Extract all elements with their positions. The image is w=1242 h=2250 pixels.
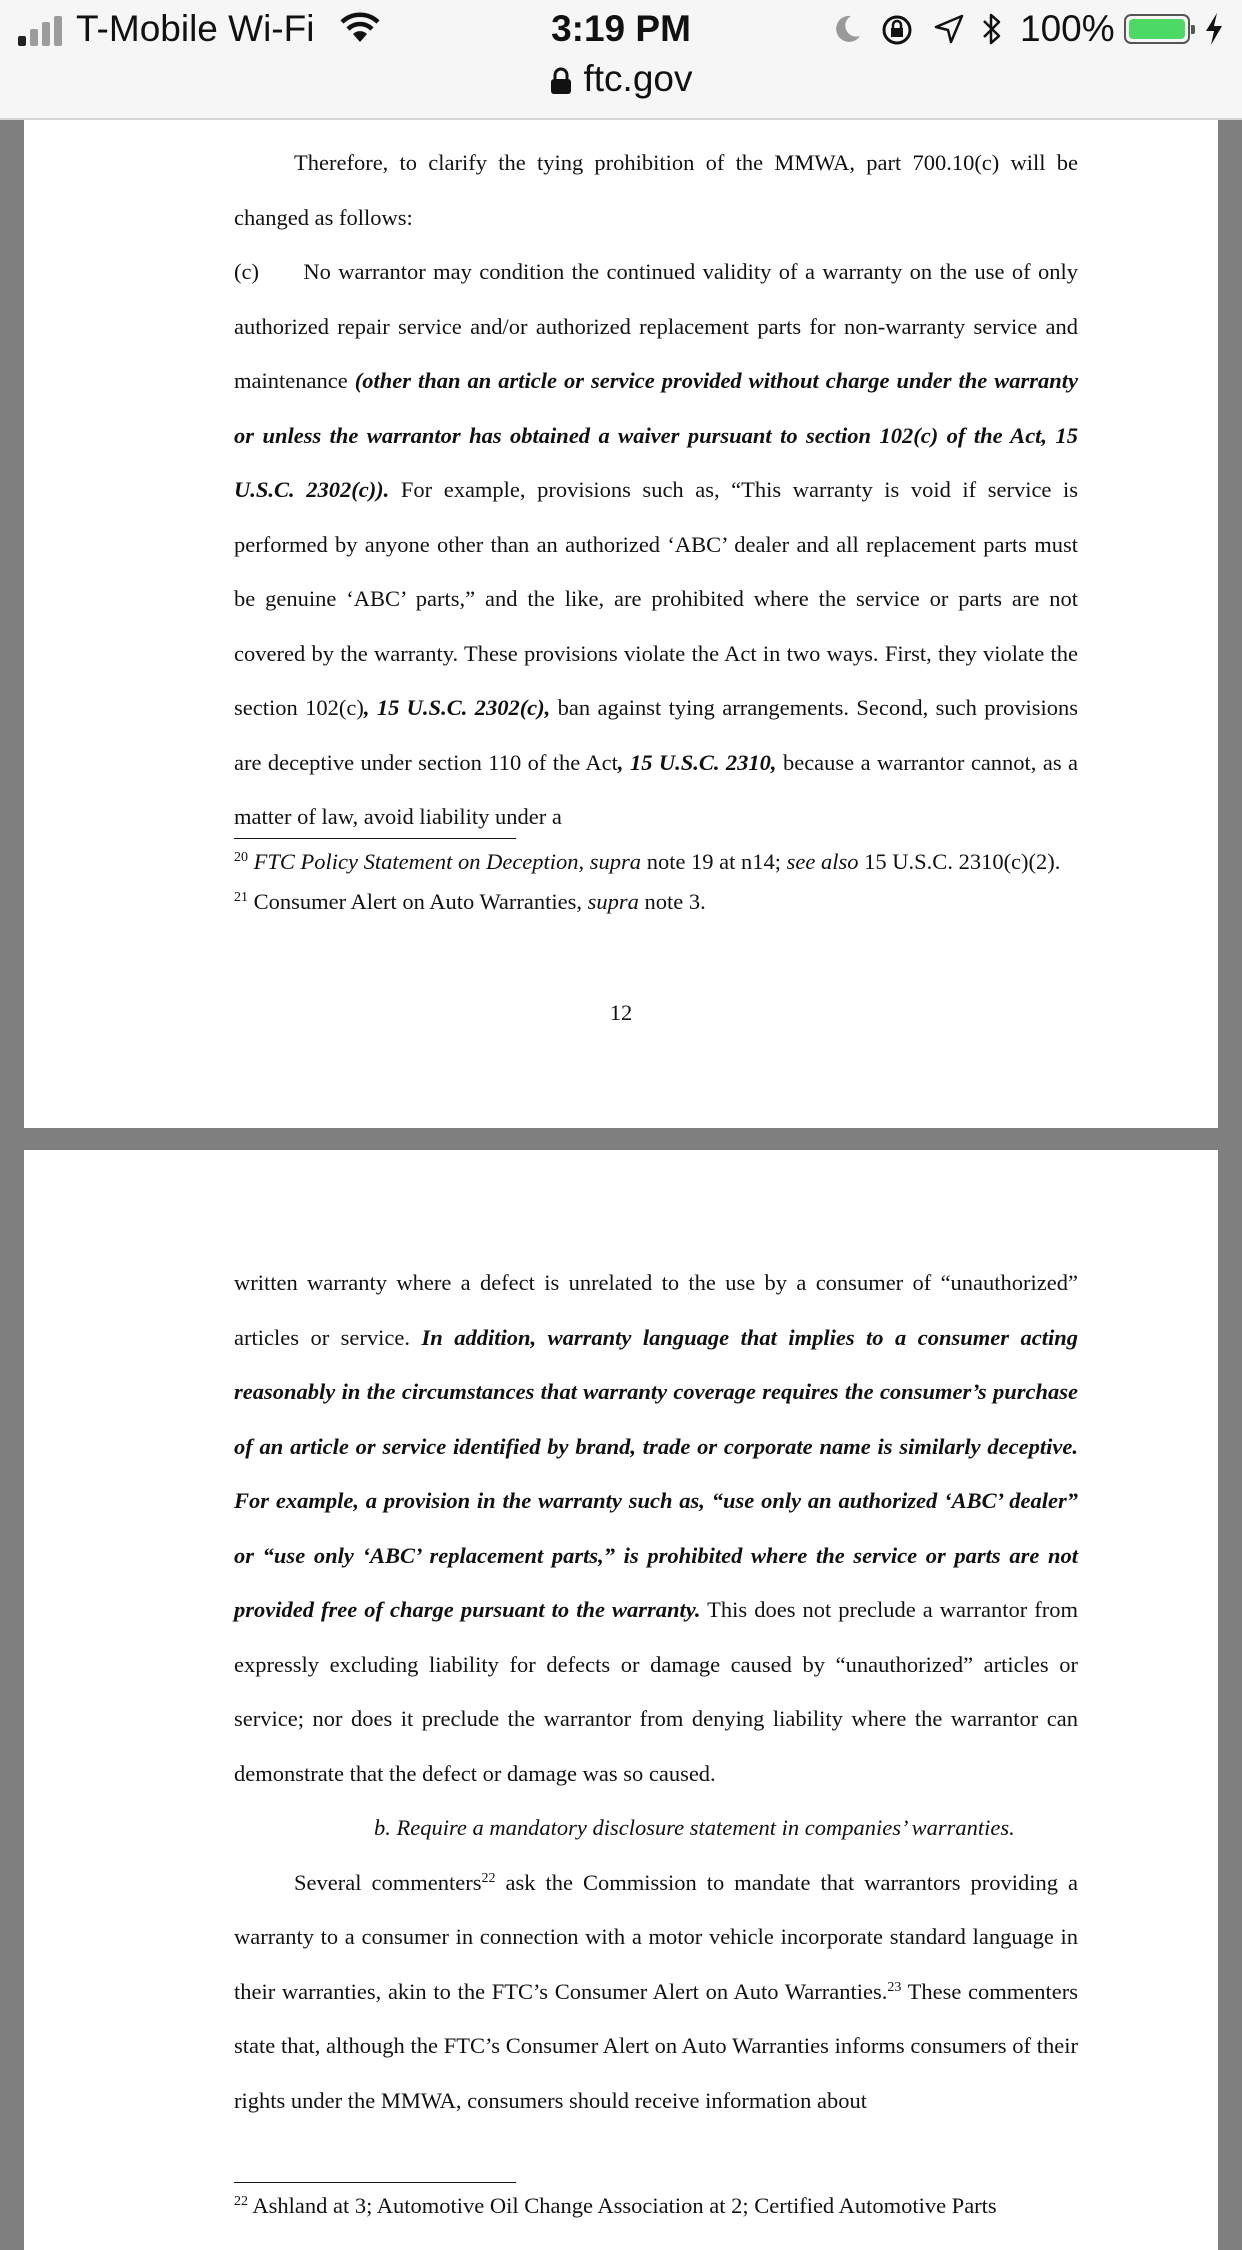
bold-italic-run: (other than an article or service provided without charge under the warranty or unless the warrantor has obtained a waiver pursuant to section 102(c) of the Act, 15 U.S.C. 2302(c)). bbox=[234, 368, 1079, 502]
page1-body bbox=[234, 136, 1078, 845]
battery-percent: 100% bbox=[1020, 8, 1115, 49]
text-run: note 3. bbox=[638, 889, 706, 914]
page2-body bbox=[234, 1256, 1078, 2128]
location-arrow-icon bbox=[934, 14, 964, 44]
text-run: Several commenters bbox=[294, 1869, 482, 1895]
battery-icon bbox=[1124, 14, 1190, 44]
bold-italic-run: In addition, warranty language that implies to a consumer acting reasonably in the circumstances that warranty coverage requires the consumer’s purchase of an article or service identified by brand, trade or corporate name is similarly deceptive. For example, a provision in the warranty such as, “use only an authorized ‘ABC’ dealer” or “use only ‘ABC’ replacement parts,” is prohibited where the service or parts are not provided free of charge pursuant to the warranty. bbox=[234, 1324, 1079, 1622]
text-run: No warrantor may condition the continued validity of a warranty on the use of only authorized repair service and/or authorized replacement parts for non-warranty service and maintenance bbox=[234, 259, 1078, 393]
footnote-number: 22 bbox=[234, 2194, 248, 2209]
bluetooth-icon bbox=[980, 12, 1004, 46]
charging-bolt-icon bbox=[1204, 12, 1224, 46]
text-run: These commenters state that, although the FTC’s Consumer Alert on Auto Warranties informs consumers of their rights under the MMWA, consumers should receive information about bbox=[234, 1978, 1079, 2113]
moon-icon bbox=[832, 14, 862, 44]
subheading-b: b. Require a mandatory disclosure statement in companies’ warranties. bbox=[374, 1815, 1015, 1840]
text-run: Ashland at 3; Automotive Oil Change Association at 2; Certified Automotive Parts bbox=[252, 2193, 997, 2218]
text-run: Consumer Alert on Auto Warranties, bbox=[253, 889, 588, 914]
footnote-20 bbox=[234, 848, 1078, 876]
page-number: 12 bbox=[609, 1000, 633, 1025]
italic-run: supra bbox=[587, 889, 639, 914]
footnote-divider bbox=[234, 838, 516, 839]
status-time: 3:19 PM bbox=[551, 8, 691, 49]
lock-icon bbox=[550, 67, 572, 95]
paragraph bbox=[234, 1256, 1078, 1801]
text-run: note 19 at n14; bbox=[641, 849, 787, 874]
paragraph-section-c bbox=[234, 245, 1078, 845]
text-run: written warranty where a defect is unrelated to the use by a consumer of “unauthorized” articles or service. bbox=[234, 1270, 1078, 1350]
browser-status-bar bbox=[0, 0, 1242, 120]
url-bar[interactable] bbox=[0, 58, 1242, 100]
carrier-name: T-Mobile Wi-Fi bbox=[76, 8, 315, 49]
footnote-ref[interactable]: 22 bbox=[481, 1870, 496, 1886]
section-label: (c) bbox=[234, 259, 259, 284]
footnote-22 bbox=[234, 2192, 1078, 2220]
document-page-13 bbox=[24, 1150, 1218, 2250]
footnote-divider bbox=[234, 2182, 516, 2183]
footnote-ref[interactable]: 23 bbox=[887, 1979, 902, 1995]
footnote-number: 20 bbox=[234, 850, 248, 865]
bold-italic-run: , 15 U.S.C. 2302(c), bbox=[363, 695, 551, 720]
footnotes bbox=[234, 848, 1078, 928]
text-run: This does not preclude a warrantor from expressly excluding liability for defects or damage caused by “unauthorized” articles or service; nor does it preclude the warrantor from denying liability where the warrantor can demonstrate that the defect or damage was so caused. bbox=[234, 1597, 1078, 1786]
text-run: because a warrantor cannot, as a matter of law, avoid liability under a bbox=[234, 749, 1078, 829]
rotation-lock-icon bbox=[880, 14, 914, 46]
text-run: For example, provisions such as, “This warranty is void if service is performed by anyone other than an authorized ‘ABC’ dealer and all replacement parts must be genuine ‘ABC’ parts,” and the like, are prohibited where the service or parts are not covered by the warranty. These provisions violate the Act in two ways. First, they violate the section 102(c) bbox=[234, 477, 1078, 720]
italic-run: FTC Policy Statement on Deception, supra bbox=[253, 849, 642, 874]
url-domain: ftc.gov bbox=[583, 58, 693, 99]
text-run: ban against tying arrangements. Second, such provisions are deceptive under section 110 of the Act bbox=[234, 695, 1078, 775]
italic-run: see also bbox=[786, 849, 859, 874]
footnote-number: 21 bbox=[234, 890, 248, 905]
bold-italic-run: , 15 U.S.C. 2310, bbox=[617, 749, 777, 775]
text-run: 15 U.S.C. 2310(c)(2). bbox=[858, 849, 1061, 874]
paragraph: Therefore, to clarify the tying prohibition of the MMWA, part 700.10(c) will be changed as follows: bbox=[234, 150, 1078, 230]
footnote-21 bbox=[234, 888, 1078, 916]
paragraph bbox=[234, 1856, 1078, 2129]
footnotes bbox=[234, 2192, 1078, 2232]
text-run: ask the Commission to mandate that warrantors providing a warranty to a consumer in connection with a motor vehicle incorporate standard language in their warranties, akin to the FTC’s Consumer Alert on Auto Warranties. bbox=[234, 1869, 1078, 2004]
document-page-12 bbox=[24, 100, 1218, 1128]
